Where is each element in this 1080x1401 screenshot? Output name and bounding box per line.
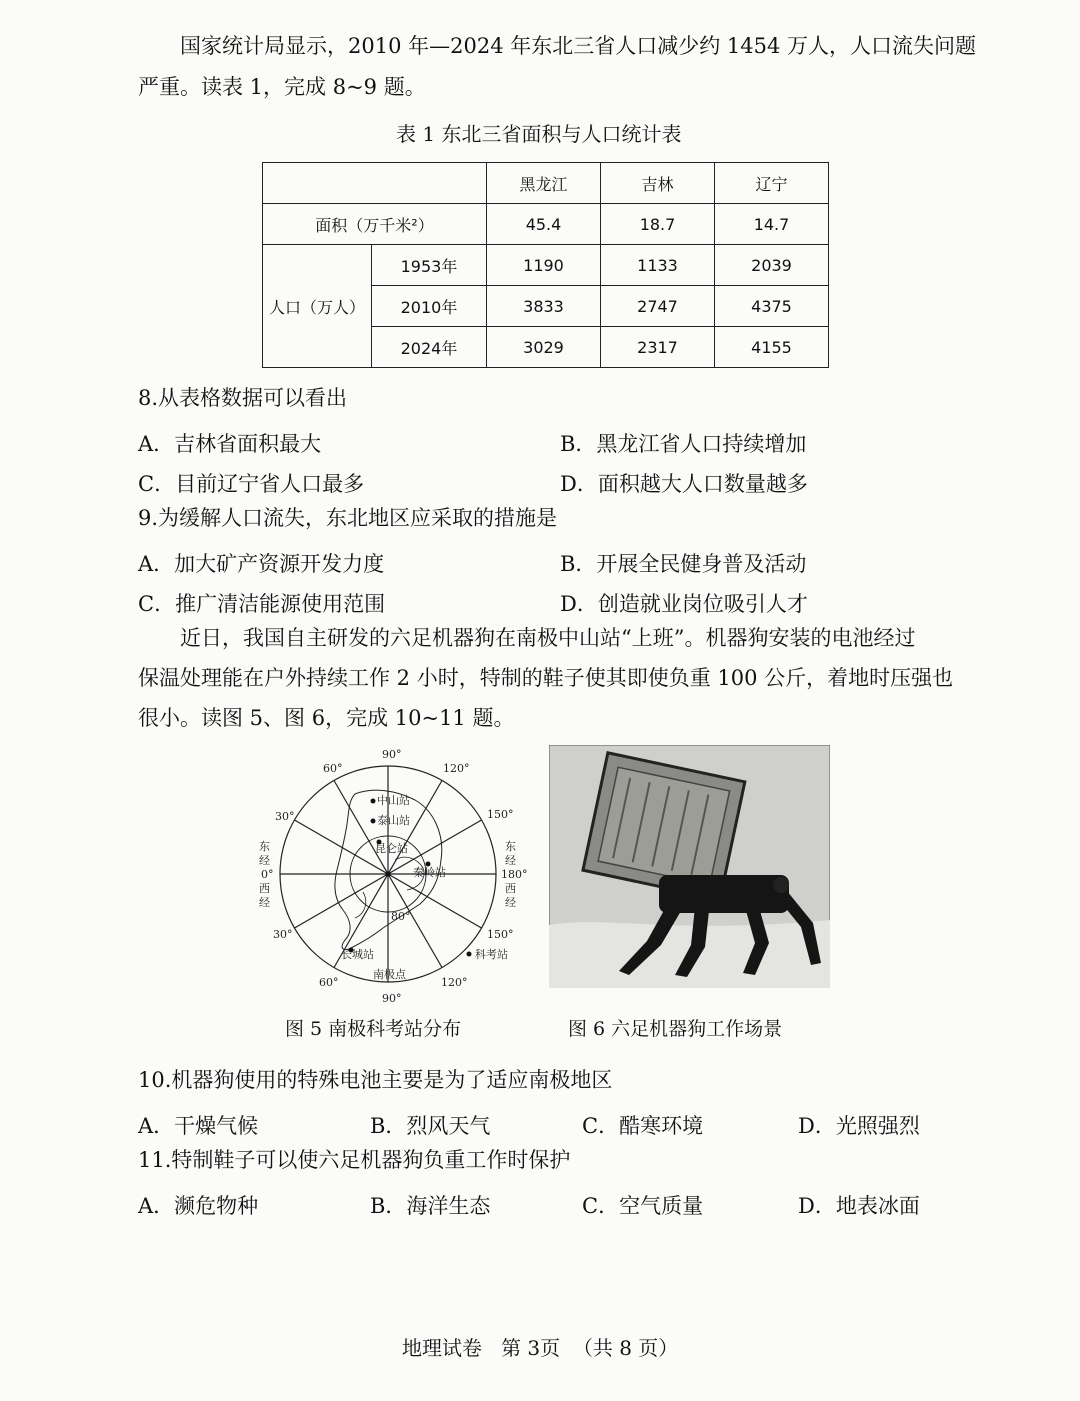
q9-option-a[interactable]: A．加大矿产资源开发力度 [138, 552, 385, 576]
south-pole-dot [386, 872, 391, 877]
table-area-label: 面积（万千米²） [263, 204, 487, 245]
station-label-changcheng: 长城站 [341, 948, 374, 961]
lon-label-30: 30° [275, 810, 295, 823]
q9-option-b[interactable]: B．开展全民健身普及活动 [560, 552, 807, 576]
legend-dot [467, 952, 472, 957]
table-caption: 表 1 东北三省面积与人口统计表 [396, 122, 682, 146]
table-cell: 4375 [715, 286, 829, 327]
lon-label-0: 0° [261, 868, 274, 881]
table-row-1953 [263, 245, 829, 286]
fig6-caption: 图 6 六足机器狗工作场景 [568, 1018, 783, 1040]
lat-label-80: 80° [391, 910, 411, 923]
side-right-1: 东 [505, 840, 516, 853]
q8-option-a[interactable]: A．吉林省面积最大 [138, 432, 322, 456]
q8-stem: 8.从表格数据可以看出 [138, 386, 348, 410]
table-header-liaoning: 辽宁 [715, 163, 829, 204]
side-left-1: 东 [259, 840, 270, 853]
label-south-pole: 南极点 [373, 968, 406, 981]
table-cell: 3029 [487, 327, 601, 368]
table-header-row [263, 163, 829, 204]
lon-label-bl60: 60° [319, 976, 339, 989]
table-year-cell: 1953年 [372, 245, 487, 286]
q10-stem: 10.机器狗使用的特殊电池主要是为了适应南极地区 [138, 1068, 613, 1092]
side-left-3: 西 [259, 882, 270, 895]
q8-option-d[interactable]: D．面积越大人口数量越多 [560, 472, 808, 496]
q10-option-d[interactable]: D．光照强烈 [798, 1114, 920, 1138]
q9-stem: 9.为缓解人口流失，东北地区应采取的措施是 [138, 506, 558, 530]
table-header-jilin: 吉林 [601, 163, 715, 204]
lon-label-120: 120° [443, 762, 470, 775]
table-cell: 4155 [715, 327, 829, 368]
population-table [262, 162, 829, 368]
table-cell: 1190 [487, 245, 601, 286]
intro-paragraph-line-2: 严重。读表 1，完成 8~9 题。 [138, 75, 426, 99]
q8-option-c[interactable]: C．目前辽宁省人口最多 [138, 472, 365, 496]
lon-label-br150: 150° [487, 928, 514, 941]
station-label-qinling: 秦岭站 [413, 866, 446, 879]
lon-label-br120: 120° [441, 976, 468, 989]
q11-option-c[interactable]: C．空气质量 [582, 1194, 704, 1218]
table-cell: 14.7 [715, 204, 829, 245]
fig5-caption: 图 5 南极科考站分布 [285, 1018, 462, 1040]
table-cell: 2747 [601, 286, 715, 327]
intro2-line-3: 很小。读图 5、图 6，完成 10~11 题。 [138, 706, 515, 730]
q10-option-b[interactable]: B．烈风天气 [370, 1114, 491, 1138]
lon-label-bl30: 30° [273, 928, 293, 941]
station-dot-taishan [371, 819, 376, 824]
side-right-2: 经 [505, 854, 516, 867]
table-year-cell: 2010年 [372, 286, 487, 327]
robot-dog-photo [549, 745, 830, 988]
station-dot-zhongshan [371, 799, 376, 804]
station-label-taishan: 泰山站 [377, 814, 410, 827]
q11-option-d[interactable]: D．地表冰面 [798, 1194, 920, 1218]
station-label-kunlun: 昆仑站 [375, 842, 408, 855]
intro2-line-2: 保温处理能在户外持续工作 2 小时，特制的鞋子使其即使负重 100 公斤，着地时压强也 [138, 666, 954, 690]
q9-option-c[interactable]: C．推广清洁能源使用范围 [138, 592, 386, 616]
table-pop-label: 人口（万人） [263, 245, 372, 368]
side-right-3: 西 [505, 882, 516, 895]
table-cell: 18.7 [601, 204, 715, 245]
side-left-4: 经 [259, 896, 270, 909]
table-cell: 2039 [715, 245, 829, 286]
side-left-2: 经 [259, 854, 270, 867]
intro2-line-1: 近日，我国自主研发的六足机器狗在南极中山站“上班”。机器狗安装的电池经过 [180, 626, 916, 650]
antarctica-station-map [255, 742, 535, 1007]
q8-option-b[interactable]: B．黑龙江省人口持续增加 [560, 432, 807, 456]
q11-option-a[interactable]: A．濒危物种 [138, 1194, 259, 1218]
table-cell: 1133 [601, 245, 715, 286]
q9-option-d[interactable]: D．创造就业岗位吸引人才 [560, 592, 808, 616]
lon-label-180: 180° [501, 868, 528, 881]
table-corner-cell [263, 163, 487, 204]
legend-label: 科考站 [475, 948, 508, 961]
q11-stem: 11.特制鞋子可以使六足机器狗负重工作时保护 [138, 1148, 571, 1172]
side-right-4: 经 [505, 896, 516, 909]
lon-label-150: 150° [487, 808, 514, 821]
q11-option-b[interactable]: B．海洋生态 [370, 1194, 491, 1218]
lon-label-top: 90° [382, 748, 402, 761]
intro-paragraph-line-1: 国家统计局显示，2010 年—2024 年东北三省人口减少约 1454 万人，人口流失问题 [180, 34, 977, 58]
q10-option-c[interactable]: C．酷寒环境 [582, 1114, 704, 1138]
table-cell: 45.4 [487, 204, 601, 245]
table-cell: 3833 [487, 286, 601, 327]
station-label-zhongshan: 中山站 [377, 794, 410, 807]
q10-option-a[interactable]: A．干燥气候 [138, 1114, 259, 1138]
table-row-area [263, 204, 829, 245]
table-year-cell: 2024年 [372, 327, 487, 368]
table-header-heilongjiang: 黑龙江 [487, 163, 601, 204]
lon-label-60: 60° [323, 762, 343, 775]
lon-label-bottom: 90° [382, 992, 402, 1005]
table-cell: 2317 [601, 327, 715, 368]
page-footer: 地理试卷 第 3页 （共 8 页） [402, 1336, 679, 1360]
